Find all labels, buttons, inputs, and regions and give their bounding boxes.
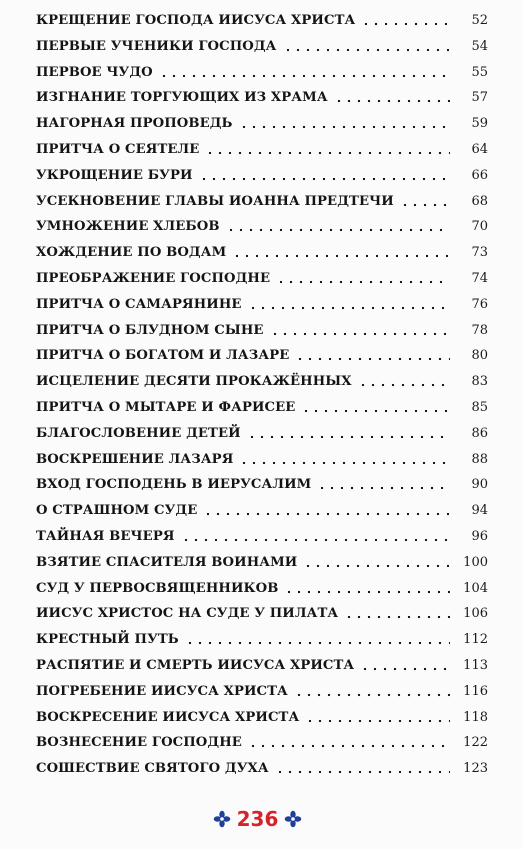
toc-entry	[36, 368, 488, 390]
toc-entry	[36, 291, 488, 313]
toc-entry	[36, 497, 488, 519]
toc-entry-page-number: 55	[471, 64, 488, 80]
dot-leader	[344, 615, 450, 619]
toc-entry-title: ПРЕОБРАЖЕНИЕ ГОСПОДНЕ	[36, 271, 271, 286]
dot-leader	[275, 770, 450, 774]
toc-entry-title: ИСЦЕЛЕНИЕ ДЕСЯТИ ПРОКАЖЁННЫХ	[36, 374, 352, 390]
toc-entry-page-number: 113	[463, 658, 488, 673]
toc-entry-title: ПОГРЕБЕНИЕ ИИСУСА ХРИСТА	[36, 683, 288, 699]
dot-leader	[361, 22, 450, 26]
toc-entry-title: ПРИТЧА О БЛУДНОМ СЫНЕ	[36, 322, 264, 338]
dot-leader	[301, 409, 450, 413]
dot-leader	[181, 538, 450, 542]
toc-entry-title: ВОЗНЕСЕНИЕ ГОСПОДНЕ	[36, 735, 242, 751]
toc-entry-title: СОШЕСТВИЕ СВЯТОГО ДУХА	[36, 761, 269, 777]
toc-entry-page-number: 116	[463, 683, 488, 699]
dot-leader	[203, 512, 450, 516]
page-footer	[0, 805, 523, 833]
toc-entry	[36, 162, 488, 184]
toc-entry-title: КРЕЩЕНИЕ ГОСПОДА ИИСУСА ХРИСТА	[36, 13, 356, 28]
dot-leader	[247, 435, 450, 439]
toc-entry-page-number: 112	[463, 632, 488, 648]
toc-entry-title: ВОСКРЕСЕНИЕ ИИСУСА ХРИСТА	[36, 709, 300, 725]
toc-entry-page-number: 74	[471, 271, 488, 286]
toc-entry	[36, 213, 488, 235]
dot-leader	[159, 74, 450, 78]
dot-leader	[334, 99, 450, 103]
toc-entry	[36, 729, 488, 751]
toc-entry-title: ПРИТЧА О СЕЯТЕЛЕ	[36, 142, 200, 157]
dot-leader	[305, 719, 450, 723]
toc-entry	[36, 59, 488, 81]
toc-entry-title: ПРИТЧА О БОГАТОМ И ЛАЗАРЕ	[36, 348, 290, 364]
toc-entry-title: О СТРАШНОМ СУДЕ	[36, 503, 198, 519]
toc-entry-title: ВОСКРЕШЕНИЕ ЛАЗАРЯ	[36, 451, 234, 467]
dot-leader	[248, 744, 450, 748]
toc-entry	[36, 755, 488, 777]
toc-entry	[36, 342, 488, 364]
dot-leader	[317, 486, 450, 490]
toc-entry-page-number: 68	[471, 193, 488, 209]
toc-entry	[36, 265, 488, 287]
toc-entry	[36, 110, 488, 132]
toc-entry	[36, 549, 488, 571]
dot-leader	[284, 590, 450, 594]
dot-leader	[294, 693, 450, 697]
toc-entry	[36, 523, 488, 545]
dot-leader	[283, 48, 450, 52]
dot-leader	[248, 306, 450, 310]
toc-entry-page-number: 70	[471, 219, 488, 235]
toc-entry-page-number: 118	[463, 709, 488, 725]
toc-entry	[36, 446, 488, 468]
dot-leader	[199, 177, 450, 181]
toc-entry-title: ПЕРВОЕ ЧУДО	[36, 64, 153, 80]
toc-entry	[36, 600, 488, 622]
dot-leader	[303, 564, 450, 568]
toc-entry	[36, 420, 488, 442]
toc-entry-page-number: 73	[471, 245, 488, 261]
toc-entry-page-number: 123	[463, 761, 488, 777]
toc-entry-title: ИЗГНАНИЕ ТОРГУЮЩИХ ИЗ ХРАМА	[36, 90, 328, 106]
dot-leader	[185, 641, 450, 645]
dot-leader	[226, 228, 450, 232]
toc-entry-title: УСЕКНОВЕНИЕ ГЛАВЫ ИОАННА ПРЕДТЕЧИ	[36, 193, 394, 209]
toc-entry-title: БЛАГОСЛОВЕНИЕ ДЕТЕЙ	[36, 425, 241, 441]
toc-entry-page-number: 64	[471, 142, 488, 157]
toc-entry	[36, 704, 488, 726]
toc-entry	[36, 33, 488, 55]
dot-leader	[276, 280, 450, 284]
toc-entry-page-number: 122	[463, 735, 488, 751]
toc-entry-page-number: 100	[463, 554, 488, 570]
dot-leader	[232, 254, 450, 258]
toc-entry	[36, 471, 488, 493]
page-number: 236	[236, 807, 279, 831]
toc-entry	[36, 188, 488, 210]
flower-icon	[284, 810, 302, 828]
flower-icon	[213, 810, 231, 828]
toc-entry	[36, 239, 488, 261]
dot-leader	[270, 332, 450, 336]
dot-leader	[358, 383, 450, 387]
toc-entry-page-number: 52	[471, 13, 488, 28]
toc-entry-page-number: 66	[471, 167, 488, 183]
toc-entry-page-number: 88	[471, 451, 488, 467]
toc-entry-page-number: 94	[471, 503, 488, 519]
toc-entry-page-number: 80	[471, 348, 488, 364]
dot-leader	[295, 357, 450, 361]
toc-entry-title: УКРОЩЕНИЕ БУРИ	[36, 167, 193, 183]
toc-entry	[36, 678, 488, 700]
toc-entry	[36, 394, 488, 416]
toc-entry-page-number: 90	[471, 477, 488, 493]
toc-entry-title: КРЕСТНЫЙ ПУТЬ	[36, 632, 179, 648]
toc-entry	[36, 7, 488, 29]
toc-entry-title: ПРИТЧА О САМАРЯНИНЕ	[36, 296, 242, 312]
toc-entry-title: НАГОРНАЯ ПРОПОВЕДЬ	[36, 116, 233, 132]
toc-entry-title: ПРИТЧА О МЫТАРЕ И ФАРИСЕЕ	[36, 400, 296, 415]
toc-entry-page-number: 85	[471, 400, 488, 415]
toc-entry	[36, 317, 488, 339]
toc-entry-page-number: 86	[471, 425, 488, 441]
dot-leader	[239, 125, 450, 129]
toc-entry-page-number: 54	[471, 38, 488, 54]
dot-leader	[205, 151, 450, 155]
toc-entry-page-number: 83	[471, 374, 488, 390]
toc-entry-title: ВХОД ГОСПОДЕНЬ В ИЕРУСАЛИМ	[36, 477, 312, 493]
toc-entry-title: ТАЙНАЯ ВЕЧЕРЯ	[36, 529, 175, 544]
toc-entry-page-number: 96	[471, 529, 488, 544]
toc-entry	[36, 652, 488, 674]
toc-entry-page-number: 76	[471, 296, 488, 312]
toc-entry-page-number: 59	[471, 116, 488, 132]
toc-entry-title: СУД У ПЕРВОСВЯЩЕННИКОВ	[36, 580, 279, 596]
toc-entry	[36, 575, 488, 597]
toc-entry-page-number: 78	[471, 322, 488, 338]
toc-entry-page-number: 106	[463, 606, 488, 622]
dot-leader	[400, 203, 450, 207]
toc-entry-title: ВЗЯТИЕ СПАСИТЕЛЯ ВОИНАМИ	[36, 554, 298, 570]
toc-entry	[36, 136, 488, 158]
toc-entry	[36, 626, 488, 648]
toc-entry-title: РАСПЯТИЕ И СМЕРТЬ ИИСУСА ХРИСТА	[36, 658, 355, 673]
toc-entry-title: ИИСУС ХРИСТОС НА СУДЕ У ПИЛАТА	[36, 606, 339, 622]
toc-entry-title: ПЕРВЫЕ УЧЕНИКИ ГОСПОДА	[36, 38, 277, 54]
toc-entry	[36, 84, 488, 106]
toc-entry-page-number: 57	[471, 90, 488, 106]
toc-entry-title: ХОЖДЕНИЕ ПО ВОДАМ	[36, 245, 227, 261]
toc-entry-page-number: 104	[463, 580, 488, 596]
dot-leader	[239, 461, 450, 465]
dot-leader	[360, 667, 450, 671]
toc-entry-title: УМНОЖЕНИЕ ХЛЕБОВ	[36, 219, 220, 235]
